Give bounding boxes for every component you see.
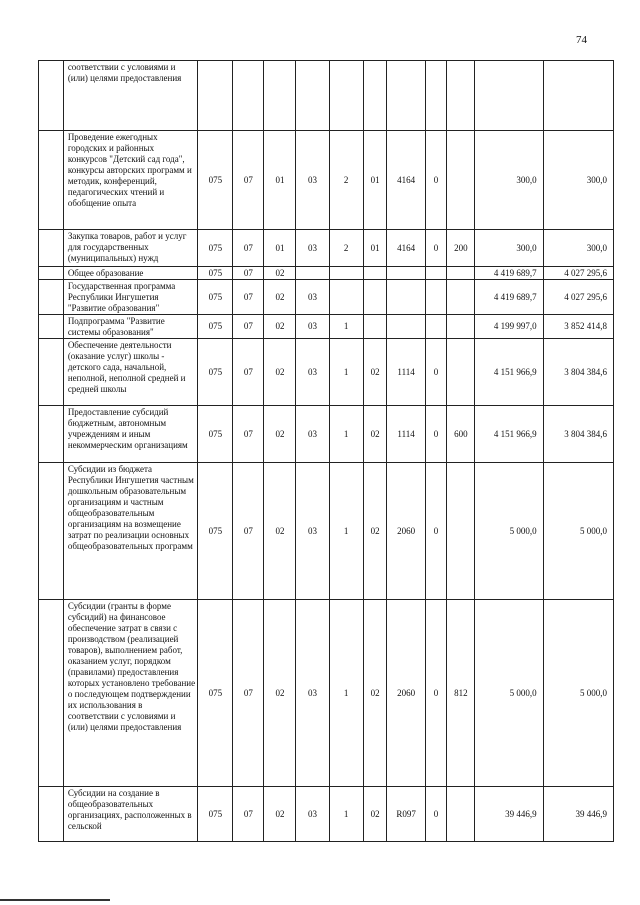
cell-c3: 01 [363,230,387,267]
cell-pr: 02 [264,267,296,280]
cell-c2 [329,61,363,131]
cell-c1: 03 [296,280,329,315]
row-margin-cell [39,339,64,406]
cell-sum2: 4 027 295,6 [543,280,613,315]
cell-sum1: 4 151 966,9 [475,406,543,463]
page-number: 74 [576,34,587,46]
cell-sum1: 4 419 689,7 [475,267,543,280]
table-row [39,406,614,463]
cell-vr [447,280,475,315]
cell-c2: 1 [329,600,363,787]
cell-rz: 07 [233,131,264,230]
cell-c5 [425,280,447,315]
cell-c4: 2060 [387,463,425,600]
row-margin-cell [39,406,64,463]
cell-vr: 200 [447,230,475,267]
table-row [39,463,614,600]
cell-sum2: 5 000,0 [543,463,613,600]
cell-c2 [329,267,363,280]
cell-rz: 07 [233,406,264,463]
cell-c4 [387,280,425,315]
cell-rz: 07 [233,600,264,787]
cell-vr [447,339,475,406]
cell-c2: 1 [329,787,363,842]
cell-name: Предоставление субсидий бюджетным, автономным учреждениям и иным некоммерческим организациям [63,406,197,463]
cell-name: соответствии с условиями и (или) целями предоставления [63,61,197,131]
cell-rz: 07 [233,339,264,406]
cell-rz [233,61,264,131]
cell-c2: 1 [329,339,363,406]
cell-adm: 075 [198,600,233,787]
cell-pr: 01 [264,131,296,230]
cell-c3: 02 [363,406,387,463]
cell-vr: 812 [447,600,475,787]
cell-adm: 075 [198,280,233,315]
cell-c5 [425,267,447,280]
cell-sum2: 300,0 [543,230,613,267]
cell-c2: 1 [329,315,363,339]
cell-pr: 02 [264,339,296,406]
cell-c3: 02 [363,787,387,842]
row-margin-cell [39,463,64,600]
cell-c5 [425,61,447,131]
row-margin-cell [39,315,64,339]
cell-rz: 07 [233,463,264,600]
cell-sum1: 5 000,0 [475,463,543,600]
cell-rz: 07 [233,267,264,280]
cell-name: Субсидии (гранты в форме субсидий) на финансовое обеспечение затрат в связи с производством (реализацией товаров), выполнением работ, оказанием услуг, порядком (правилами) предоставления которых установлено требование о последующем подтверждении их использования в соответствии с условиями и (или) целями предоставления [63,600,197,787]
cell-adm: 075 [198,230,233,267]
cell-sum1 [475,61,543,131]
cell-adm: 075 [198,267,233,280]
cell-c4 [387,315,425,339]
cell-rz: 07 [233,315,264,339]
cell-rz: 07 [233,280,264,315]
cell-pr: 02 [264,280,296,315]
cell-c5: 0 [425,787,447,842]
cell-c1: 03 [296,315,329,339]
cell-c1 [296,267,329,280]
cell-adm: 075 [198,315,233,339]
cell-pr: 02 [264,600,296,787]
cell-vr [447,463,475,600]
cell-c5: 0 [425,339,447,406]
table-row [39,787,614,842]
cell-name: Закупка товаров, работ и услуг для государственных (муниципальных) нужд [63,230,197,267]
cell-sum2: 3 804 384,6 [543,339,613,406]
cell-name: Подпрограмма "Развитие системы образования" [63,315,197,339]
table-row [39,280,614,315]
table-row [39,315,614,339]
cell-rz: 07 [233,230,264,267]
cell-vr [447,787,475,842]
cell-name: Субсидии из бюджета Республики Ингушетия частным дошкольным образовательным организациям и частным общеобразовательным организациям на возмещение затрат по реализации основных общеобразовательных программ [63,463,197,600]
cell-c1: 03 [296,131,329,230]
table-row [39,600,614,787]
cell-c4: 2060 [387,600,425,787]
cell-pr: 02 [264,315,296,339]
cell-c3: 02 [363,600,387,787]
row-margin-cell [39,267,64,280]
cell-c2: 1 [329,463,363,600]
cell-c2 [329,280,363,315]
cell-c1: 03 [296,787,329,842]
cell-c5: 0 [425,406,447,463]
cell-c4: 4164 [387,131,425,230]
cell-adm: 075 [198,339,233,406]
cell-adm: 075 [198,463,233,600]
cell-c3 [363,280,387,315]
cell-c5 [425,315,447,339]
cell-sum1: 300,0 [475,230,543,267]
cell-adm [198,61,233,131]
cell-name: Субсидии на создание в общеобразовательных организациях, расположенных в сельской [63,787,197,842]
cell-c1: 03 [296,339,329,406]
cell-rz: 07 [233,787,264,842]
cell-c2: 2 [329,230,363,267]
cell-pr [264,61,296,131]
cell-sum2: 3 804 384,6 [543,406,613,463]
cell-c1 [296,61,329,131]
cell-c4: 1114 [387,406,425,463]
cell-sum1: 300,0 [475,131,543,230]
table-row [39,267,614,280]
row-margin-cell [39,61,64,131]
cell-c1: 03 [296,406,329,463]
table-row [39,339,614,406]
cell-c2: 2 [329,131,363,230]
cell-vr [447,131,475,230]
cell-c3 [363,315,387,339]
cell-pr: 02 [264,787,296,842]
cell-c1: 03 [296,230,329,267]
cell-adm: 075 [198,787,233,842]
cell-sum2 [543,61,613,131]
table-row [39,230,614,267]
row-margin-cell [39,230,64,267]
cell-c5: 0 [425,463,447,600]
budget-table [38,60,614,842]
cell-c4 [387,267,425,280]
cell-vr: 600 [447,406,475,463]
cell-adm: 075 [198,131,233,230]
cell-vr [447,61,475,131]
cell-sum1: 5 000,0 [475,600,543,787]
cell-sum1: 4 419 689,7 [475,280,543,315]
cell-c4: R097 [387,787,425,842]
cell-c3 [363,61,387,131]
cell-sum2: 5 000,0 [543,600,613,787]
cell-sum1: 4 151 966,9 [475,339,543,406]
cell-sum1: 39 446,9 [475,787,543,842]
cell-c4: 1114 [387,339,425,406]
cell-c3 [363,267,387,280]
cell-vr [447,315,475,339]
cell-adm: 075 [198,406,233,463]
table-row [39,131,614,230]
cell-c1: 03 [296,600,329,787]
cell-c5: 0 [425,131,447,230]
cell-sum2: 3 852 414,8 [543,315,613,339]
cell-c5: 0 [425,600,447,787]
row-margin-cell [39,787,64,842]
cell-c3: 02 [363,463,387,600]
cell-c5: 0 [425,230,447,267]
cell-sum2: 39 446,9 [543,787,613,842]
cell-vr [447,267,475,280]
row-margin-cell [39,280,64,315]
cell-pr: 01 [264,230,296,267]
cell-name: Государственная программа Республики Ингушетия "Развитие образования" [63,280,197,315]
cell-c1: 03 [296,463,329,600]
cell-name: Проведение ежегодных городских и районных конкурсов "Детский сад года", конкурсы авторских программ и методик, конференций, педагогических чтений и обобщение опыта [63,131,197,230]
row-margin-cell [39,600,64,787]
table-row [39,61,614,131]
cell-c2: 1 [329,406,363,463]
cell-sum2: 4 027 295,6 [543,267,613,280]
cell-c3: 02 [363,339,387,406]
scan-artifact-line [0,899,110,901]
cell-c4: 4164 [387,230,425,267]
cell-pr: 02 [264,463,296,600]
cell-pr: 02 [264,406,296,463]
cell-sum1: 4 199 997,0 [475,315,543,339]
cell-name: Общее образование [63,267,197,280]
cell-name: Обеспечение деятельности (оказание услуг) школы - детского сада, начальной, неполной, неполной средней и средней школы [63,339,197,406]
cell-sum2: 300,0 [543,131,613,230]
cell-c3: 01 [363,131,387,230]
row-margin-cell [39,131,64,230]
cell-c4 [387,61,425,131]
